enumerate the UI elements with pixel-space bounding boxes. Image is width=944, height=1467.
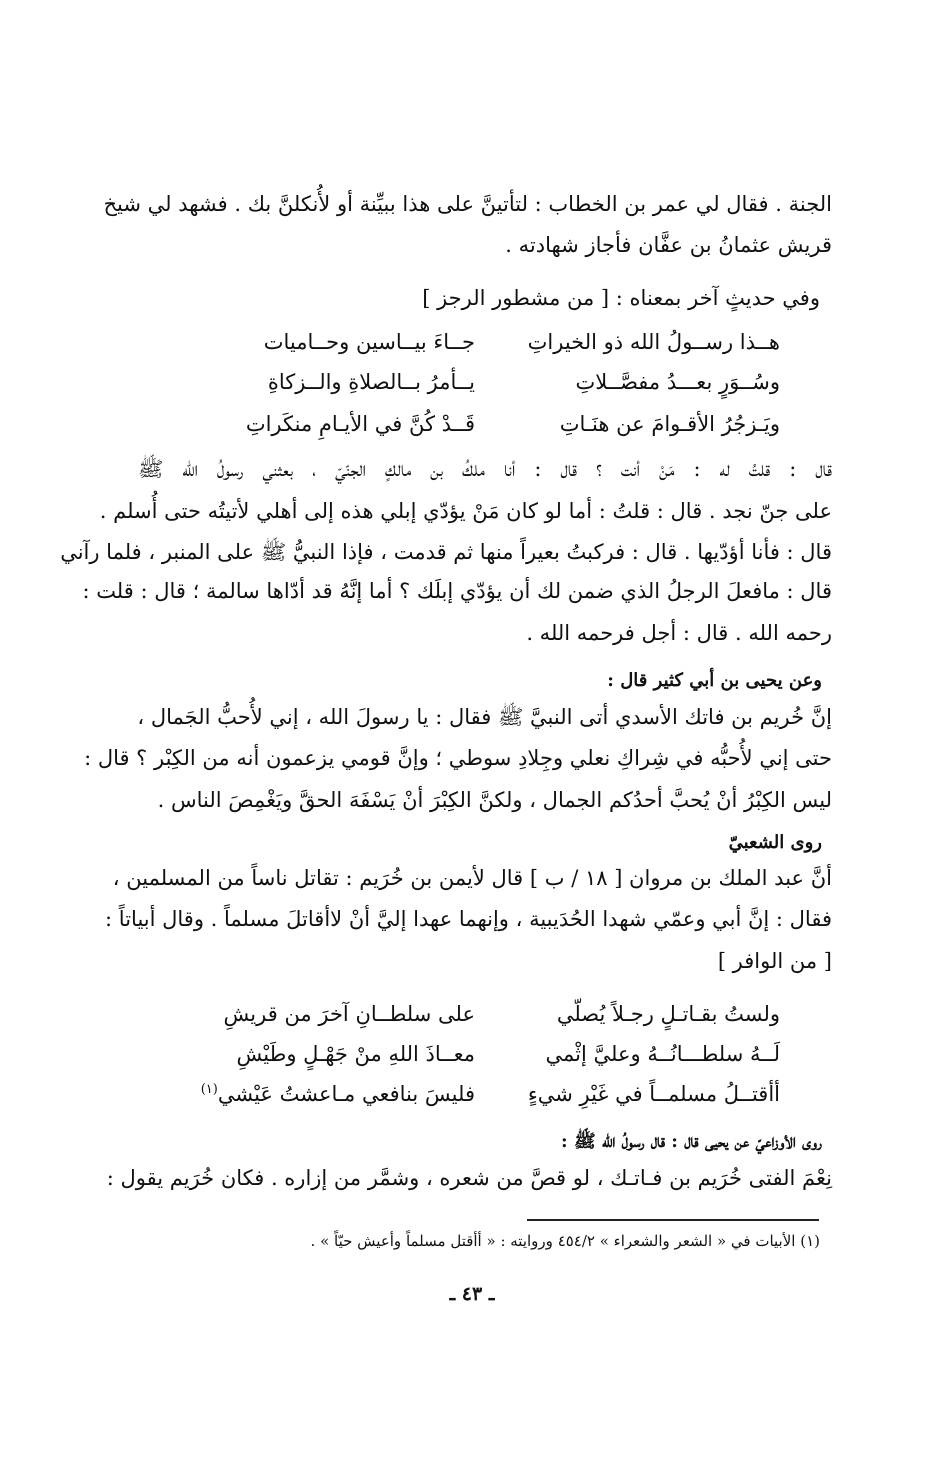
verse-hemistich-right: ولستُ بقـاتـلٍ رجـلاً يُصلّي xyxy=(556,1002,780,1026)
text-line: قال : فأنا أؤدّيها . قال : فركبتُ بعيراً منها ثم قدمت ، فإذا النبيُّ ﷺ على المنبر ، فلما رآني xyxy=(60,540,832,564)
text-line: إنَّ خُريم بن فاتك الأسدي أتى النبيَّ ﷺ فقال : يا رسولَ الله ، إني لأُحبُّ الجَمال ، xyxy=(137,705,832,729)
text-line: [ من الوافر ] xyxy=(717,949,832,973)
text-line: على جنّ نجد . قال : قلتُ : أما لو كان مَنْ يؤدّي إبلي هذه إلى أهلي لأتيتُه حتى أُسلم . xyxy=(99,499,832,523)
section-header: روى الأوزاعيّ عن يحيى قال : قال رسولُ الله ﷺ : xyxy=(561,1131,822,1152)
text-line: قال : قلتُ له : مَنْ أنت ؟ قال : أنا ملكُ بن مالكٍ الجنّيّ ، بعثني رسولُ الله ﷺ xyxy=(138,457,832,481)
section-header: روى الشعبيّ xyxy=(728,832,822,853)
text-line: فقال : إنَّ أبي وعمّي شهدا الحُدَيبية ، وإنهما عهدا إليَّ أنْ لاأقاتلَ مسلماً . وقال أبياتاً : xyxy=(105,907,832,931)
poem-verse xyxy=(140,1002,820,1032)
footnote-mark: (١) xyxy=(200,1082,218,1097)
section-header: وعن يحيى بن أبي كثير قال : xyxy=(607,670,822,691)
text-line: الجنة . فقال لي عمر بن الخطاب : لتأتينَّ على هذا ببيِّنة أو لأُنكلنَّ بك . فشهد لي شيخ xyxy=(103,192,832,216)
verse-hemistich-right: ويَـزجُرُ الأقـوامَ عن هنَـاتِ xyxy=(559,412,780,436)
verse-hemistich-left: على سلطــانِ آخرَ من قريشِ xyxy=(223,1002,475,1026)
footnote-separator xyxy=(527,1219,819,1221)
section-header: وفي حديثٍ آخر بمعناه : [ من مشطور الرجز ] xyxy=(422,286,820,310)
text-line: رحمه الله . قال : أجل فرحمه الله . xyxy=(526,621,832,645)
verse-hemistich-right: أأقتــلُ مسلمــاً في غَيْرِ شيءٍ xyxy=(527,1082,780,1106)
verse-hemistich-left: جــاءَ بيــاسين وحــاميات xyxy=(263,330,475,354)
text-line: قريش عثمانُ بن عفَّان فأجاز شهادته . xyxy=(505,233,832,257)
poem-verse xyxy=(140,1082,820,1112)
poem-verse xyxy=(140,1042,820,1072)
text-line: حتى إني لأُحبُّه في شِراكِ نعلي وجِلادِ سوطي ؛ وإنَّ قومي يزعمون أنه من الكِبْر ؟ قال : xyxy=(84,746,832,770)
footnote: (١) الأبيات في « الشعر والشعراء » ٤٥٤/٢ وروايته : « أأقتل مسلماً وأعيش حيّاً » . xyxy=(310,1232,820,1250)
text-line: قال : مافعلَ الرجلُ الذي ضمن لك أن يؤدّي إبلَك ؟ أما إنَّهُ قد أدّاها سالمة ؛ قال : قلت : xyxy=(82,579,832,603)
poem-verse xyxy=(140,412,820,442)
page-number: ـ ٤٣ ـ xyxy=(449,1283,495,1305)
verse-hemistich-left: معــاذَ اللهِ منْ جَهْـلٍ وطَيْشِ xyxy=(236,1042,475,1066)
verse-hemistich-left: يــأمرُ بــالصلاةِ والــزكاةِ xyxy=(267,370,475,394)
verse-hemistich-right: وسُــوَرٍ بعـــدُ مفصَّــلاتِ xyxy=(575,370,780,394)
poem-verse xyxy=(140,370,820,400)
verse-hemistich-left: قَــدْ كُنَّ في الأيـامِ منكَراتِ xyxy=(245,412,475,436)
poem-verse xyxy=(140,330,820,360)
text-line: نِعْمَ الفتى خُرَيم بن فـاتـك ، لو قصَّ من شعره ، وشمَّر من إزاره . فكان خُرَيم يقول : xyxy=(106,1166,832,1190)
verse-hemistich-right: لَــهُ سلطـــانُــهُ وعليَّ إثْمي xyxy=(545,1042,780,1066)
verse-hemistich-right: هــذا رســولُ الله ذو الخيراتِ xyxy=(527,330,780,354)
hemistich-text: فليسَ بنافعي مـاعشتُ عَيْشي xyxy=(217,1082,475,1106)
verse-hemistich-left xyxy=(175,1082,475,1106)
text-line: أنَّ عبد الملك بن مروان [ ١٨ / ب ] قال لأيمن بن خُرَيم : تقاتل ناساً من المسلمين ، xyxy=(112,866,832,890)
text-line: ليس الكِبْرُ أنْ يُحبَّ أحدُكم الجمال ، ولكنَّ الكِبْرَ أنْ يَسْفَهَ الحقَّ ويَغْمِصَ الناس . xyxy=(157,788,832,812)
